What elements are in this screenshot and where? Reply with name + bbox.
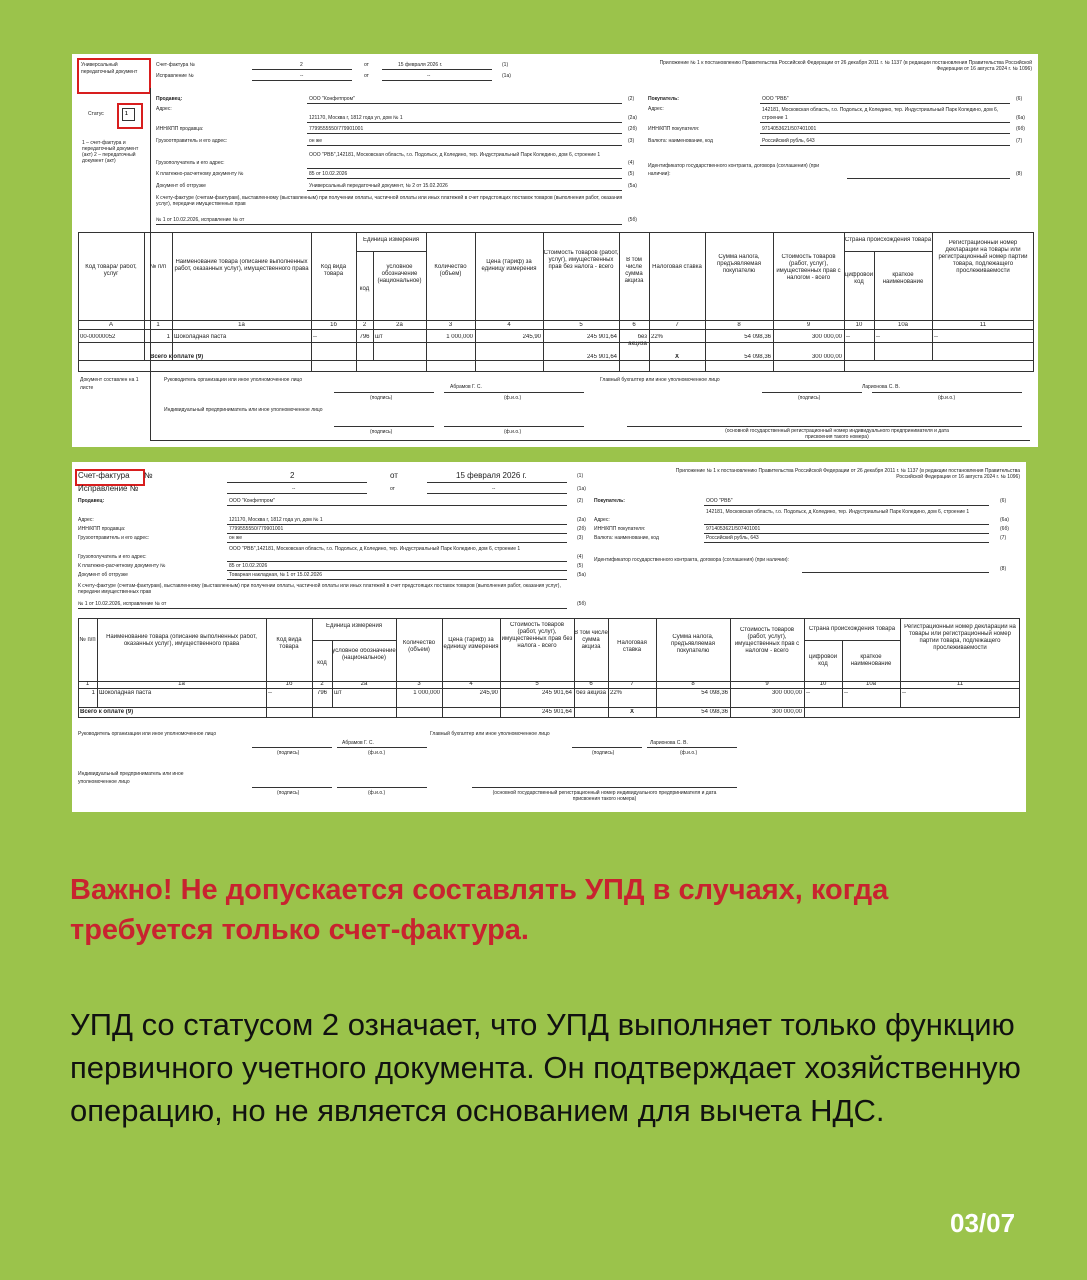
total-label: Всего к оплате (9) (150, 354, 204, 360)
page-counter: 03/07 (950, 1208, 1016, 1238)
invoice-badge: Счет-фактура (78, 471, 130, 480)
invoice-document-image: Счет-фактура № 2 от 15 февраля 2026 г. (1) Исправление № -- от -- (1а) Приложение № 1 к постановлению Правительства Российской Федерации от 26 декабря 2011 г. № 1137 (в редакции постановления Правительства Российской Федерации от 16 августа 2024 г. № 1096) Продавец: ООО "Конфетпром" (2) Адрес: 121170, Москва г, 1812 года ул, дом № 1 (2а) ИНН/КПП продавца: 7799555550/779901001 (2б) Грузоотправитель и его адрес: он же (3) Грузополучатель и его адрес: ООО "РВБ",142181, Московская область, г.о. Подольск, д Коледино, тер. Индустриальный Парк Коледино, дом 6, строение 1 (4) К платежно-расчетному документу № 85 от 10.02.2026 (5) Документ об отгрузке Товарная накладная, № 1 от 15.02.2026 (5а) К счету-фактуре (счетам-фактурам), выставленному (выставленным) при получении оплаты, частичной оплаты или иных платежей в счет предстоящих поставок товаров (выполнения работ, оказания услуг), передачи имущественных прав № 1 от 10.02.2026, исправление № от (5б) Покупатель: ООО "РВБ" (6) Адрес: 142181, Московская область, г.о. Подольск, д Коледино, тер. Индустриальный Парк Коледино, дом 6, строение 1 (6а) ИНН/КПП покупателя: 9714053621/507401001 (6б) Валюта: наименование, код Российский рубль, 643 (7) Идентификатор государственного контракта, договора (соглашения) (при наличии): (8) № п/п Наименование товара (описание выполненных работ, оказанных услуг), имущественного права Код вида товара Единица измерения код условное обозначение (национальное) Количество (объем) Цена (тариф) за единицу измерения Стоимость товаров (работ, услуг), имущественных прав без налога - всего В том числе сумма акциза Налоговая ставка Сумма налога, предъявляемая покупателю Стоимость товаров (работ, услуг), имущественных прав с налогом - всего Страна происхождения товара цифровой код краткое наименование Регистрационный номер декларации на товары или регистрационный номер партии товара, подлежащего прослеживаемости 1 1а 1б 2 2а 3 4 5 6 7 8 9 10 10а 11 1 Шоколадная паста -- 796 шт 1 000,000 245,90 245 901,64 без акциза 22% 54 098,36 300 000,00 -- -- -- Всего к оплате (9) 245 901,64 X 54 098,36 300 000,00 Руководитель организации или иное уполномоченное лицо (подпись) Абрамов Г. С. (ф.и.о.) Главный бухгалтер или иное уполномоченное лицо (подпись) Ларионова С. В. (ф.и.о.) Индивидуальный предприниматель или иное уполномоченное лицо (подпись) (ф.и.о.) (основной государственный регистрационный номер индивидуального предпринимателя и дата присвоения такого номера) (72, 462, 1026, 812)
status-box (122, 108, 135, 121)
appendix-note: Приложение № 1 к постановлению Правительства Российской Федерации от 26 декабря 2011 г. № 1137 (в редакции постановления Правительства Российской Федерации от 16 августа 2024 г. № 1096) (675, 468, 1020, 480)
status-value: 1 (125, 111, 128, 117)
upd-document-image: Универсальный передаточный документ Счет-фактура № 2 от 15 февраля 2026 г. (1) Исправление № -- от -- (1а) Приложение № 1 к постановлению Правительства Российской Федерации от 26 декабря 2011 г. № 1137 (в редакции постановления Правительства Российской Федерации от 16 августа 2024 г. № 1096) Статус 1 1 – счет-фактура и передаточный документ (акт) 2 – передаточный документ (акт) Продавец: ООО "Конфетпром" (2) Адрес: 121170, Москва г, 1812 года ул, дом № 1 (2а) ИНН/КПП продавца: 7799555550/779901001 (2б) Грузоотправитель и его адрес: он же (3) Грузополучатель и его адрес: ООО "РВБ",142181, Московская область, г.о. Подольск, д Коледино, тер. Индустриальный Парк Коледино, дом 6, строение 1 (4) К платежно-расчетному документу № 85 от 10.02.2026 (5) Документ об отгрузке Универсальный передаточный документ, № 2 от 15.02.2026 (5а) К счету-фактуре (счетам-фактурам), выставленному (выставленным) при получении оплаты, частичной оплаты или иных платежей в счет предстоящих поставок товаров (выполнения работ, оказания услуг), передачи имущественных прав № 1 от 10.02.2026, исправление № от (5б) Покупатель: ООО "РВБ" (6) Адрес: 142181, Московская область, г.о. Подольск, д Коледино, тер. Индустриальный Парк Коледино, дом 6, строение 1 (6а) ИНН/КПП покупателя: 9714053621/507401001 (6б) Валюта: наименование, код Российский рубль, 643 (7) Идентификатор государственного контракта, договора (соглашения) (при наличии): (8) Код товара/ работ, услуг № п/п Наименование товара (описание выполненных работ, оказанных услуг), имущественного права Код вида товара Единица измерения код условное обозначение (национальное) Количество (объем) Цена (тариф) за единицу измерения Стоимость товаров (работ, услуг), имущественных прав без налога - всего В том числе сумма акциза Налоговая ставка Сумма налога, предъявляемая покупателю Стоимость товаров (работ, услуг), имущественных прав с налогом - всего Страна происхождения товара цифровой код краткое наименование Регистрационный номер декларации на товары или регистрационный номер партии товара, подлежащего прослеживаемости А 1 1а 1б 2 2а 3 4 5 6 7 8 9 10 10а 11 00-00000052 1 Шоколадная паста -- 796 шт 1 000,000 245,90 245 901,64 без акциза 22% 54 098,36 300 000,00 -- -- -- Всего к оплате (9) 245 901,64 X 54 098,36 300 000,00 Документ составлен на 1 листе Руководитель организации или иное уполномоченное лицо (подпись) Абрамов Г. С. (ф.и.о.) Главный бухгалтер или иное уполномоченное лицо (подпись) Ларионова С. В. (ф.и.о.) Индивидуальный предприниматель или иное уполномоченное лицо (подпись) (ф.и.о.) (основной государственный регистрационный номер индивидуального предпринимателя и дата присвоения такого номера) (72, 54, 1038, 447)
appendix-note: Приложение № 1 к постановлению Правительства Российской Федерации от 26 декабря 2011 г. № 1137 (в редакции постановления Правительства Российской Федерации от 16 августа 2024 г. № 1096) (659, 60, 1032, 72)
invoice-label: Счет-фактура № (156, 62, 195, 68)
upd-badge: Универсальный передаточный документ (81, 62, 138, 75)
invoice-date: 15 февраля 2026 г. (456, 471, 527, 480)
invoice-date: 15 февраля 2026 г. (398, 62, 443, 68)
total-label: Всего к оплате (9) (80, 709, 134, 715)
status-note: 1 – счет-фактура и передаточный документ (акт) 2 – передаточный документ (акт) (82, 140, 139, 164)
warning-text: Важно! Не допускается составлять УПД в случаях, когда требуется только счет-фактура. (70, 874, 889, 946)
body-text: УПД со статусом 2 означает, что УПД выполняет только функцию первичного учетного документа. Он подтверждает хозяйственную операцию, но не является основанием для вычета НДС. (70, 1007, 1021, 1128)
